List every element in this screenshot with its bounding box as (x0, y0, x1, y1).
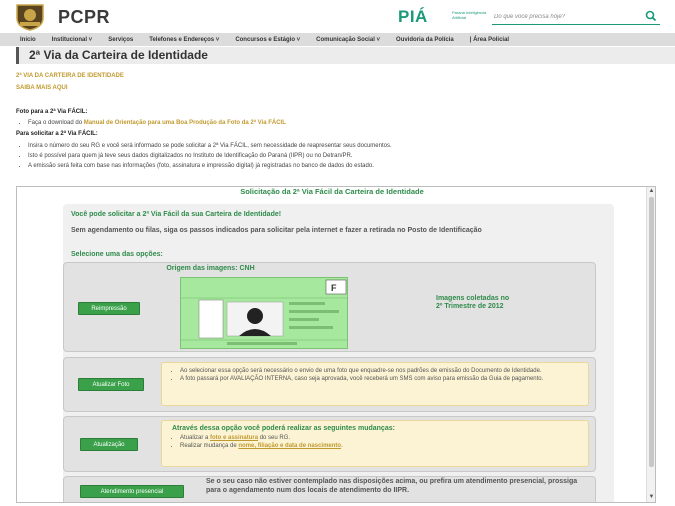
option-update-photo (63, 357, 596, 412)
request-section-list (28, 143, 392, 173)
nav-item-comunicacao[interactable]: Comunicação Social ˅ (316, 36, 381, 43)
photo-signature-link[interactable]: foto e assinatura (210, 435, 259, 441)
photo-manual-link[interactable]: Manual de Orientação para uma Boa Produção da Foto da 2ª Via FÁCIL (83, 120, 286, 126)
option-in-person (63, 476, 596, 503)
scroll-down-arrow-icon[interactable]: ▼ (648, 494, 655, 500)
info-line-2: 2º Trimestre de 2012 (436, 303, 504, 310)
bullet-text: Atualizar a (180, 435, 211, 441)
name-filiation-link[interactable]: nome, filiação e data de nascimento (238, 443, 342, 449)
nav-item-telefones[interactable]: Telefones e Endereços ˅ (149, 36, 220, 43)
svg-text:F: F (331, 283, 337, 293)
in-person-text: Se o seu caso não estiver contemplado nas disposições acima, ou prefira um atendimento presencial, prossiga para o agendamento num dos locais de atendimento do IIPR. (206, 478, 578, 494)
photo-section-label: Foto para a 2ª Via FÁCIL: (16, 109, 88, 115)
panel-lead: Você pode solicitar a 2ª Via Fácil da sua Carteira de Identidade! (71, 211, 282, 218)
police-badge-icon[interactable] (14, 2, 46, 31)
nav-item-servicos[interactable]: Serviços (108, 36, 134, 43)
site-header (0, 0, 675, 33)
scroll-thumb[interactable] (649, 197, 654, 467)
bullet-text: Realizar mudança de (180, 443, 239, 449)
options-container (63, 204, 614, 503)
option-update-data (63, 416, 596, 472)
nav-item-concursos[interactable]: Concursos e Estágio ˅ (235, 36, 301, 43)
list-item: • Ao selecionar essa opção será necessário o envio de uma foto que enquadre-se nos padrões de emissão do Documento de Identidade. (180, 368, 588, 375)
select-option-label: Selecione uma das opções: (71, 251, 163, 258)
nav-item-area-policial[interactable]: | Área Policial (469, 36, 510, 43)
main-nav (0, 33, 675, 46)
list-item (28, 120, 286, 127)
list-item: • A foto passará por AVALIAÇÃO INTERNA, caso seja aprovada, você receberá um SMS com aviso para emissão da Guia de pagamento. (180, 376, 588, 383)
reprint-button[interactable]: Reimpressão (78, 302, 140, 315)
photo-section-list (28, 120, 286, 130)
update-data-button[interactable]: Atualização (80, 438, 138, 451)
search-icon[interactable] (645, 10, 657, 22)
panel-title: Solicitação da 2ª Via Fácil da Carteira de Identidade (240, 187, 424, 196)
bullet-text: . (341, 443, 343, 449)
update-photo-button[interactable]: Atualizar Foto (78, 378, 144, 391)
pia-logo-word: PIÁ (398, 7, 428, 26)
learn-more-link[interactable]: SAIBA MAIS AQUI (16, 85, 68, 91)
pia-logo-subtitle: Paraná Inteligência Artificial (452, 10, 487, 20)
bullet-text: do seu RG. (258, 435, 291, 441)
option-reprint (63, 262, 596, 352)
scroll-up-arrow-icon[interactable]: ▲ (648, 188, 655, 194)
in-person-button[interactable]: Atendimento presencial (80, 485, 184, 498)
update-data-heading: Através dessa opção você poderá realizar as seguintes mudanças: (172, 425, 395, 432)
site-logo-text[interactable]: PCPR (58, 7, 111, 27)
id-card-image (180, 277, 348, 349)
info-line-1: Imagens coletadas no (436, 295, 510, 302)
option-reprint-title: Origem das imagens: CNH (166, 265, 255, 272)
list-item: • Isto é possível para quem já teve seus dados digitalizados no Instituto de Identificação do Paraná (IIPR) ou no Detran/PR. (28, 153, 392, 160)
bullet-text: Faça o download do (28, 120, 84, 126)
list-item: • Insira o número do seu RG e você será informado se pode solicitar a 2ª Via FÁCIL, sem necessidade de reapresentar seus documentos. (28, 143, 392, 150)
list-item: • A emissão será feita com base nas informações (foto, assinatura e impressão digital) já registradas no banco de dados do estado. (28, 163, 392, 170)
update-photo-list (162, 368, 588, 383)
page-title: 2ª Via da Carteira de Identidade (16, 47, 675, 64)
update-data-note (161, 420, 589, 467)
search-input[interactable] (494, 10, 634, 23)
second-copy-link[interactable]: 2ª VIA DA CARTEIRA DE IDENTIDADE (16, 73, 124, 79)
option-reprint-info (436, 295, 509, 311)
panel-description: Sem agendamento ou filas, siga os passos indicados para solicitar pela internet e fazer a retirada no Posto de Identificação (71, 227, 482, 234)
update-photo-note (161, 362, 589, 406)
id-card-graphic (181, 278, 348, 349)
request-section-label: Para solicitar a 2ª Via FÁCIL: (16, 131, 98, 137)
nav-item-inicio[interactable]: Início (20, 36, 36, 43)
pia-logo[interactable] (398, 7, 488, 29)
search-box (492, 9, 660, 25)
list-item (180, 435, 588, 442)
panel-scrollbar[interactable] (646, 187, 655, 502)
update-data-list (162, 435, 588, 450)
list-item (180, 443, 588, 450)
nav-item-ouvidoria[interactable]: Ouvidoria da Polícia (396, 36, 454, 43)
nav-item-institucional[interactable]: Institucional ˅ (51, 36, 93, 43)
request-panel (16, 186, 656, 503)
